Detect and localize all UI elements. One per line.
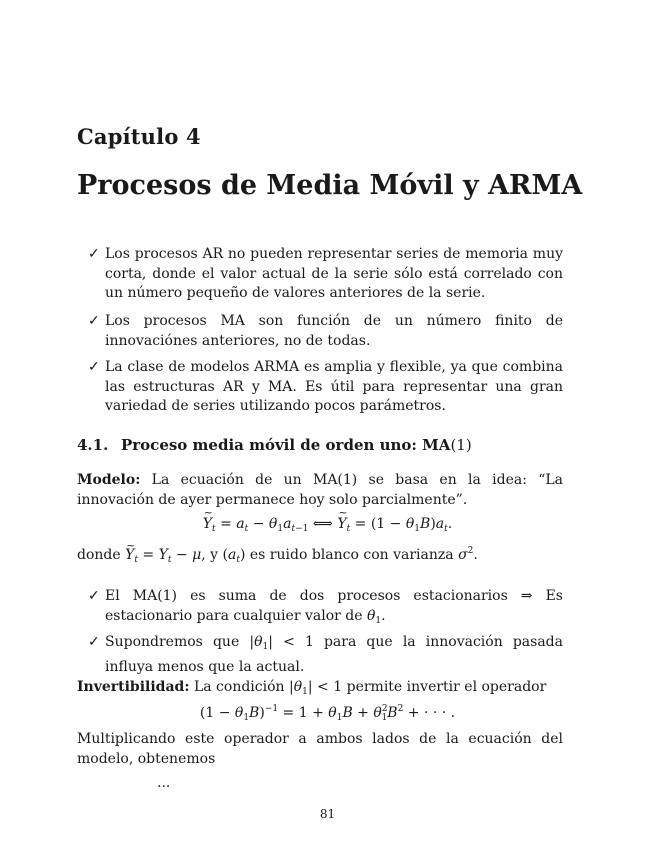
ma-bullet-2: ✓ Supondremos que $|\theta_1| < 1$ para que la innovación pasada influya menos que la actual. [88,634,563,675]
intro-bullet-text: Los procesos MA son función de un número finito de innovaciónes anteriores, no de todas. [105,313,563,349]
invertibility-paragraph: Invertibilidad: La condición $|\theta_1| < 1$ permite invertir el operador [77,679,547,697]
chapter-title: Procesos de Media Móvil y ARMA [77,170,583,201]
invertibility-label: Invertibilidad: [77,679,190,695]
checkmark-icon: ✓ [88,246,100,262]
section-number: 4.1. [77,436,109,454]
intro-bullet-2 [88,312,563,351]
inverse-operator-equation: $(1 - \theta_1B)^{-1} = 1 + \theta_1B + \theta^2_1B^2$ + · · · . [199,704,456,723]
model-text: La ecuación de un MA(1) se basa en la idea: “La innovación de ayer permanece hoy solo parcialmente”. [77,472,564,508]
page-number: 81 [319,807,336,821]
chapter-label: Capítulo 4 [77,124,201,149]
ma-bullet-1: ✓ El MA(1) es suma de dos procesos estacionarios ⇒ Es estacionario para cualquier valor de $\theta_1$. [88,588,563,626]
multiplying-paragraph: Multiplicando este operador a ambos lados de la ecuación del modelo, obtenemos [77,731,563,767]
model-equation: ~ $Y_t = a_t - \theta_1a_{t-1}$ ⟺ ~ $Y_t = (1 - \theta_1B)a_t$. [0,516,655,534]
intro-bullet-3 [88,358,563,417]
checkmark-icon: ✓ [88,313,100,329]
model-paragraph [77,471,563,510]
ellipsis: ... [157,775,171,791]
checkmark-icon: ✓ [88,359,100,375]
model-label: Modelo: [77,472,141,488]
intro-bullet-1 [88,245,563,304]
checkmark-icon: ✓ [88,588,100,604]
section-heading [77,436,472,454]
section-title: Proceso media móvil de orden uno: MA [121,436,451,454]
checkmark-icon: ✓ [88,634,100,650]
intro-bullet-text: Los procesos AR no pueden representar series de memoria muy corta, donde el valor actual de la serie sólo está correlado con un número pequeño de valores anteriores de la serie. [105,246,563,301]
donde-line: donde ~ $Y_t = Y_t - \mu$, y $(a_t)$ es ruido blanco con varianza $\sigma^2$. [77,542,563,571]
intro-bullet-text: La clase de modelos ARMA es amplia y flexible, ya que combina las estructuras AR y MA. Es útil para representar una gran variedad de series utilizando pocos parámetros. [105,359,563,414]
section-title-paren: (1) [450,436,472,454]
equivalence-arrow: ⟺ [312,516,333,532]
